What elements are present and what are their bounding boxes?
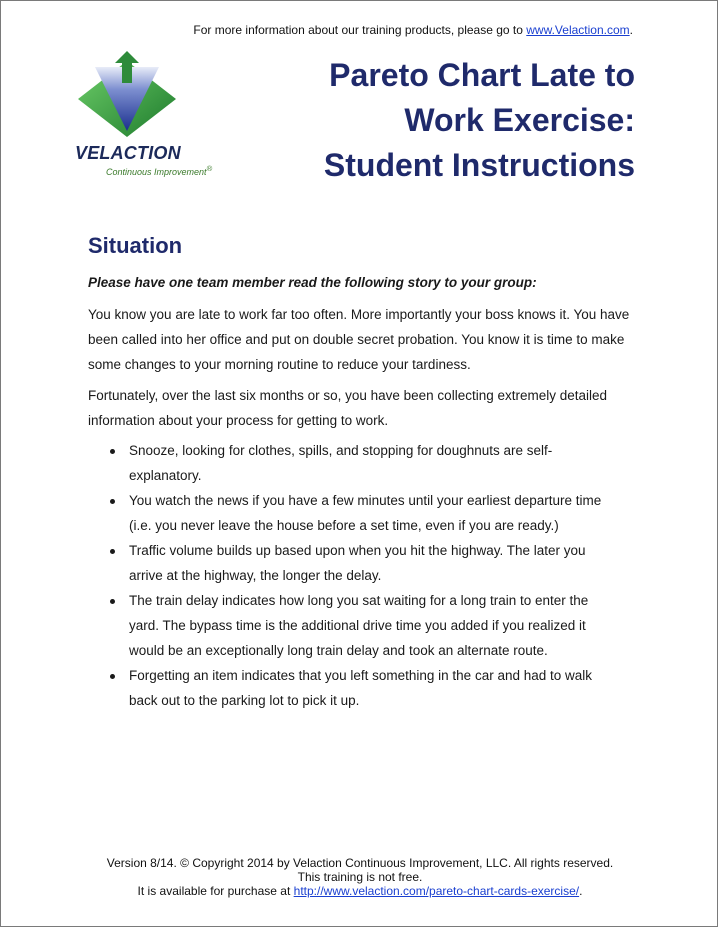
bullet-item: Traffic volume builds up based upon when you hit the highway. The later you arrive at the highway, the longer the delay. (88, 538, 618, 588)
story-paragraph-2: Fortunately, over the last six months or so, you have been collecting extremely detailed information about your process for getting to work. (88, 388, 608, 428)
title-line-1: Pareto Chart Late to (329, 57, 635, 93)
bullet-item: The train delay indicates how long you sat waiting for a long train to enter the yard. The bypass time is the additional drive time you added if you realized it would be an exceptionally long train delay and took an alternate route. (88, 588, 618, 663)
info-suffix: . (629, 23, 633, 37)
logo-tagline (106, 164, 212, 177)
info-text: For more information about our training products, please go to (193, 23, 527, 37)
footer-purchase-suffix: . (579, 884, 583, 898)
purchase-link[interactable]: http://www.velaction.com/pareto-chart-cards-exercise/ (293, 884, 580, 898)
footer-purchase (1, 884, 719, 898)
bullet-list (88, 438, 618, 713)
logo-tagline-text: Continuous Improvement (106, 167, 207, 177)
logo-brand: VELACTION (75, 143, 181, 163)
info-line (193, 23, 633, 37)
bullet-item: Snooze, looking for clothes, spills, and stopping for doughnuts are self-explanatory. (88, 438, 618, 488)
bullet-item: You watch the news if you have a few minutes until your earliest departure time (i.e. you never leave the house before a set time, even if you are ready.) (88, 488, 618, 538)
section-heading: Situation (88, 233, 183, 258)
velaction-link[interactable]: www.Velaction.com (526, 23, 630, 37)
lead-instruction: Please have one team member read the following story to your group: (88, 275, 537, 290)
title-line-2: Work Exercise: (404, 102, 635, 138)
logo-trademark: ® (206, 164, 213, 173)
title-line-3: Student Instructions (323, 147, 635, 183)
bullet-item: Forgetting an item indicates that you left something in the car and had to walk back out to the parking lot to pick it up. (88, 663, 618, 713)
footer-purchase-text: It is available for purchase at (137, 884, 294, 898)
footer (1, 856, 719, 898)
footer-notice: This training is not free. (297, 870, 423, 884)
story-paragraph-1: You know you are late to work far too often. More importantly your boss knows it. You have been called into her office and put on double secret probation. You know it is time to make some changes to your morning routine to reduce your tardiness. (88, 307, 630, 372)
footer-copyright: Version 8/14. © Copyright 2014 by Velaction Continuous Improvement, LLC. All rights reserved. (106, 856, 614, 870)
document-title (324, 53, 635, 188)
